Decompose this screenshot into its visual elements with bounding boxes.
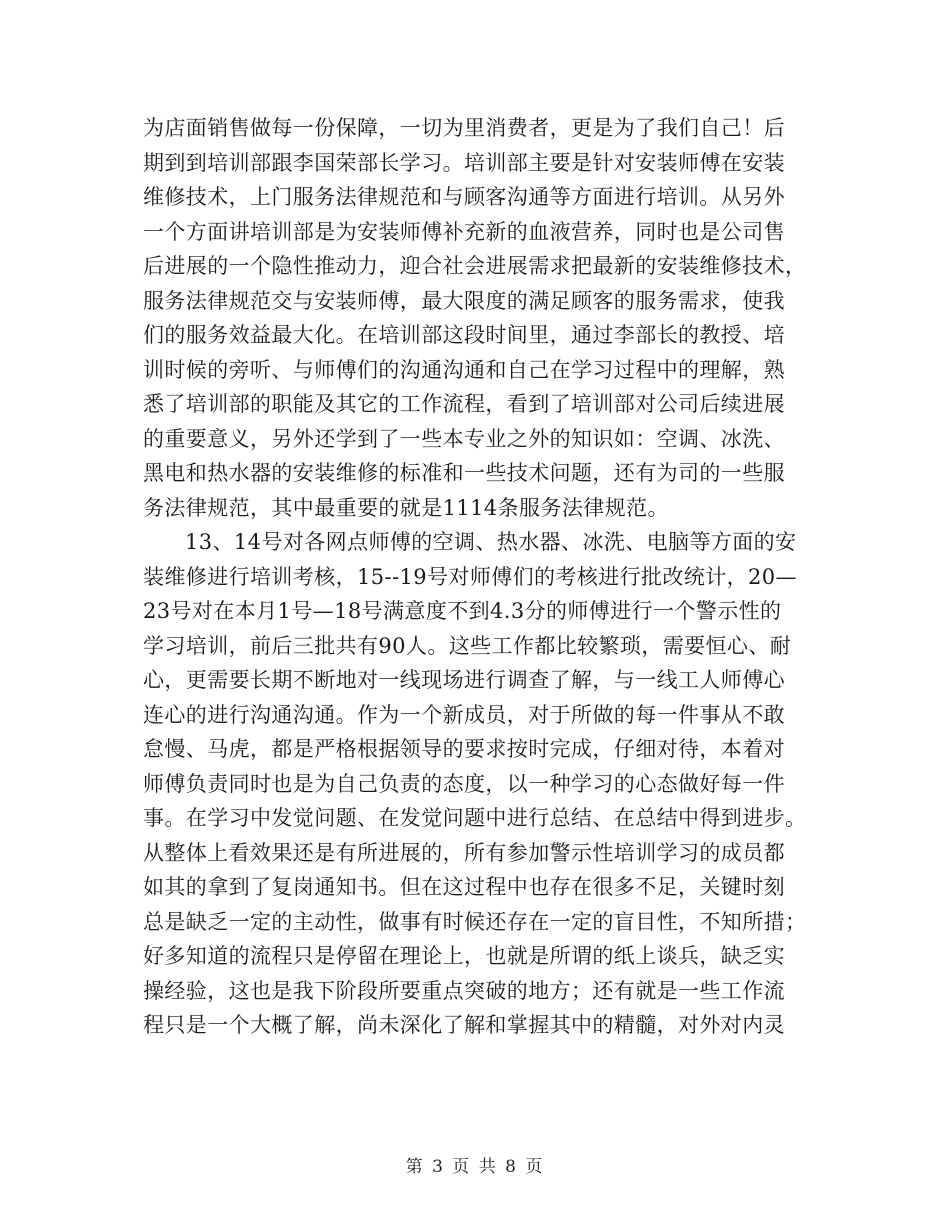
text-line: 程只是一个大概了解，尚未深化了解和掌握其中的精髓，对外对内灵 [143, 1013, 785, 1037]
text-line: 总是缺乏一定的主动性，做事有时候还存在一定的盲目性，不知所措； [143, 909, 807, 934]
text-line: 训时候的旁听、与师傅们的沟通沟通和自己在学习过程中的理解，熟 [143, 357, 785, 382]
text-line: 后进展的一个隐性推动力，迎合社会进展需求把最新的安装维修技术， [143, 254, 807, 278]
text-line: 连心的进行沟通沟通。作为一个新成员，对于所做的每一件事从不敢 [143, 702, 785, 727]
text-line: 为店面销售做每一份保障，一切为里消费者，更是为了我们自己！后 [143, 116, 785, 140]
text-line: 维修技术，上门服务法律规范和与顾客沟通等方面进行培训。从另外 [143, 185, 785, 209]
text-line: 务法律规范，其中最重要的就是1114条服务法律规范。 [143, 495, 669, 520]
text-line: 23号对在本月1号—18号满意度不到4.3分的师傅进行一个警示性的 [143, 599, 782, 623]
document-body [143, 111, 807, 1043]
text-line: 们的服务效益最大化。在培训部这段时间里，通过李部长的教授、培 [143, 323, 785, 347]
text-line: 如其的拿到了复岗通知书。但在这过程中也存在很多不足，关键时刻 [143, 875, 785, 899]
text-line: 学习培训，前后三批共有90人。这些工作都比较繁琐，需要恒心、耐 [143, 633, 792, 658]
text-line: 怠慢、马虎，都是严格根据领导的要求按时完成，仔细对待，本着对 [143, 737, 785, 761]
text-line: 从整体上看效果还是有所进展的，所有参加警示性培训学习的成员都 [143, 840, 785, 865]
text-line: 期到到培训部跟李国荣部长学习。培训部主要是针对安装师傅在安装 [143, 150, 785, 175]
text-line: 好多知道的流程只是停留在理论上，也就是所谓的纸上谈兵，缺乏实 [143, 944, 785, 968]
text-line: 的重要意义，另外还学到了一些本专业之外的知识如：空调、冰洗、 [143, 426, 785, 451]
text-line: 悉了培训部的职能及其它的工作流程，看到了培训部对公司后续进展 [143, 392, 785, 416]
page-number-footer: 第 3 页 共 8 页 [405, 1157, 545, 1177]
text-line: 心，更需要长期不断地对一线现场进行调查了解，与一线工人师傅心 [143, 668, 785, 692]
text-line: 事。在学习中发觉问题、在发觉问题中进行总结、在总结中得到进步。 [143, 806, 807, 830]
paragraph-start-line: 13、14号对各网点师傅的空调、热水器、冰洗、电脑等方面的安 [185, 530, 797, 554]
text-line: 操经验，这也是我下阶段所要重点突破的地方；还有就是一些工作流 [143, 978, 785, 1003]
text-line: 服务法律规范交与安装师傅，最大限度的满足顾客的服务需求，使我 [143, 288, 785, 313]
text-line: 黑电和热水器的安装维修的标准和一些技术问题，还有为司的一些服 [143, 461, 785, 485]
text-line: 一个方面讲培训部是为安装师傅补充新的血液营养，同时也是公司售 [143, 219, 785, 244]
text-line: 装维修进行培训考核，15--19号对师傅们的考核进行批改统计，20— [143, 564, 797, 589]
text-line: 师傅负责同时也是为自己负责的态度，以一种学习的心态做好每一件 [143, 771, 785, 796]
